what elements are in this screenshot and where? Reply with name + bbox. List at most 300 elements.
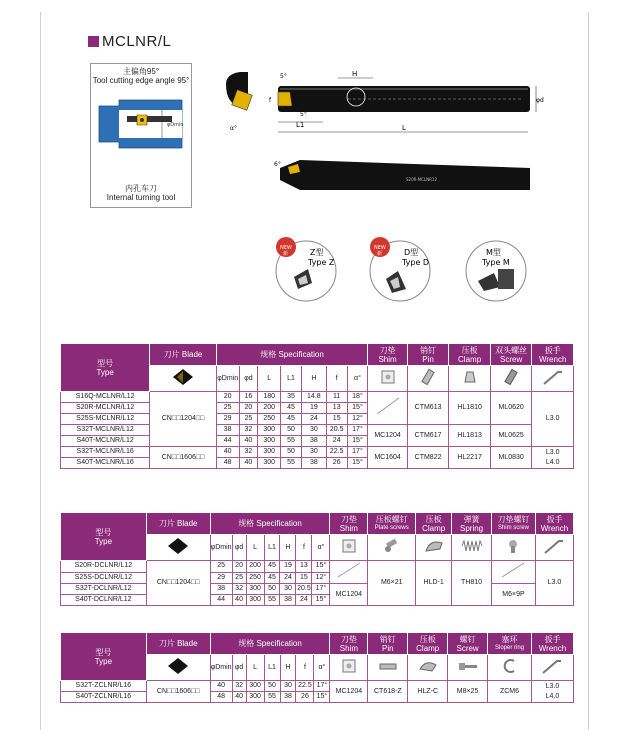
- t3-shim: MC1204: [330, 681, 368, 703]
- t2-col-h: H: [280, 535, 296, 561]
- inset-caption-top: [91, 67, 191, 85]
- dim-label-h: H: [352, 70, 358, 78]
- t2-wrench: L3.0: [535, 561, 573, 606]
- t2-pscrew: M6×21: [368, 561, 416, 606]
- t1-clamp-b: HL1813: [449, 425, 491, 447]
- t3-row: [61, 681, 574, 692]
- bar-engraving: S20R-MCLNR12: [406, 177, 438, 182]
- t3-row-type: S32T-ZCLNR/L16: [61, 681, 147, 692]
- inset-caption-bottom-en: Internal turning tool: [106, 193, 176, 202]
- t2-pscrew-header-en: Plate screws: [374, 524, 409, 531]
- t2-cell: 15°: [312, 561, 330, 573]
- t3-screw-icon: [448, 655, 488, 681]
- t3-screw: M8×25: [448, 681, 488, 703]
- t3-wrench-header-cn: 扳手: [544, 634, 561, 644]
- t1-cell: 14.8: [301, 392, 326, 403]
- badge-m-en: Type M: [482, 258, 510, 267]
- badge-type-d: [370, 237, 430, 301]
- t1-cell: 35: [281, 392, 302, 403]
- t3-screw-header: [448, 633, 488, 655]
- t1-cell: 18°: [347, 392, 368, 403]
- t2-cell: 40: [232, 595, 246, 606]
- title-text: MCLNR/L: [102, 33, 172, 50]
- t3-ring-icon: [488, 655, 532, 681]
- t2-sscrew-none: [492, 561, 536, 584]
- t1-clamp-header-cn: 压板: [461, 345, 478, 355]
- t1-pin-b: CTM617: [407, 425, 449, 447]
- wrench-icon: [543, 537, 565, 555]
- t2-cell: 300: [246, 595, 264, 606]
- inset-caption-bottom-cn: 内孔车刀: [125, 184, 157, 193]
- t3-col-l: L: [246, 655, 264, 681]
- t1-shim-header-cn: 刀垫: [379, 345, 396, 355]
- shim-icon: [340, 537, 358, 555]
- t1-cell: 17°: [347, 447, 368, 458]
- t3-cell: 30: [280, 681, 296, 692]
- t3-cell: 26: [296, 692, 314, 703]
- t1-cell: 38: [216, 425, 239, 436]
- t2-cell: 38: [280, 595, 296, 606]
- t2-cell: 15°: [312, 595, 330, 606]
- t1-screw-header: [490, 344, 532, 366]
- insert-icon: [166, 536, 190, 556]
- t2-cell: 20: [232, 561, 246, 573]
- t1-screw-icon: [490, 366, 532, 392]
- t1-type-header-cn: 型号: [97, 358, 114, 368]
- t1-pin-icon: [407, 366, 449, 392]
- t3-pin-header-cn: 销钉: [379, 634, 396, 644]
- t2-spring-header-cn: 弹簧: [463, 514, 480, 524]
- spring-icon: [460, 537, 484, 555]
- shim-icon: [340, 657, 358, 675]
- t2-cell: 32: [232, 584, 246, 595]
- t2-wrench-icon: [535, 535, 573, 561]
- t1-cell: 50: [281, 447, 302, 458]
- screw-icon: [502, 368, 520, 386]
- t2-sscrew-header: [492, 513, 536, 535]
- page-border-right: [588, 12, 589, 730]
- t1-cell: 55: [281, 436, 302, 447]
- insert-icon: [166, 656, 190, 676]
- t1-cell: 26: [326, 458, 347, 469]
- t2-col-alpha: α°: [312, 535, 330, 561]
- badge-d-new-cn: 新: [377, 251, 383, 257]
- insert-icon: [171, 367, 195, 387]
- t1-shim-a: MC1204: [368, 425, 407, 447]
- badge-m-cn: M型: [486, 248, 501, 257]
- t1-cell: 38: [301, 436, 326, 447]
- t3-cell: 32: [232, 681, 246, 692]
- inset-caption-top-cn: 主偏角95°: [122, 67, 160, 76]
- t1-wrench-header-cn: 扳手: [544, 345, 561, 355]
- t1-cell: 180: [258, 392, 281, 403]
- t1-col-dmin: φDmin: [216, 366, 239, 392]
- t1-wrench-header-en: Wrench: [538, 354, 567, 364]
- badge-type-z: [276, 237, 336, 301]
- t2-cell: 12°: [312, 572, 330, 584]
- none-slash-icon: [373, 394, 403, 418]
- t2-sscrew-header-cn: 刀垫螺钉: [497, 514, 530, 524]
- t1-col-d: φd: [239, 366, 258, 392]
- t2-col-f: f: [296, 535, 312, 561]
- t1-type-header-en: Type: [96, 367, 114, 377]
- badge-z-en: Type Z: [308, 258, 335, 267]
- t3-clamp-icon: [408, 655, 448, 681]
- t1-cell: 32: [239, 425, 258, 436]
- t1-cell: 300: [258, 447, 281, 458]
- none-slash-icon: [334, 561, 364, 579]
- t3-cell: 300: [246, 692, 264, 703]
- t3-ring-header-cn: 塞环: [501, 634, 518, 644]
- t2-cell: 30: [280, 584, 296, 595]
- t2-clamp-header: [416, 513, 452, 535]
- t2-blade-header: 刀片 Blade: [146, 513, 210, 535]
- t2-cell: 24: [296, 595, 312, 606]
- t1-row: [61, 447, 574, 458]
- t2-cell: 44: [210, 595, 232, 606]
- t3-cell: 48: [210, 692, 232, 703]
- page-border-left: [40, 12, 41, 730]
- t2-shim-header-cn: 刀垫: [340, 514, 357, 524]
- t3-spec-header: 规格 Specification: [210, 633, 330, 655]
- t3-wrench-1: L3.0: [545, 682, 560, 690]
- t3-shim-header: [330, 633, 368, 655]
- t3-cell: 300: [246, 681, 264, 692]
- t1-col-h: H: [301, 366, 326, 392]
- t1-type-header: [61, 344, 150, 392]
- t1-col-f: f: [326, 366, 347, 392]
- t2-pscrew-header-cn: 压板螺钉: [375, 514, 408, 524]
- t2-cell: 13: [296, 561, 312, 573]
- t1-cell: 20.5: [326, 425, 347, 436]
- t2-cell: 300: [246, 584, 264, 595]
- t1-row-type: S16Q-MCLNR/L12: [61, 392, 150, 403]
- t1-clamp-header-en: Clamp: [458, 354, 482, 364]
- t1-row-type: S40T-MCLNR/L16: [61, 458, 150, 469]
- t3-wrench-header-en: Wrench: [538, 643, 567, 653]
- t1-pin-header-en: Pin: [422, 354, 434, 364]
- t3-blade-icon: [146, 655, 210, 681]
- t3-shim-header-cn: 刀垫: [340, 634, 357, 644]
- t1-pin-header-cn: 销钉: [420, 345, 437, 355]
- t1-cell: 300: [258, 458, 281, 469]
- t3-clamp-header-cn: 压板: [419, 634, 436, 644]
- t1-row-type: S25S-MCLNR/L12: [61, 414, 150, 425]
- t1-row-type: S40T-MCLNR/L12: [61, 436, 150, 447]
- t1-cell: 11: [326, 392, 347, 403]
- t1-blade-a: CN□□1204□□: [150, 392, 216, 447]
- t3-type-header: [61, 633, 147, 681]
- t3-col-alpha: α°: [314, 655, 330, 681]
- t1-cell: 25: [239, 414, 258, 425]
- t1-shim-b: MC1604: [368, 447, 407, 469]
- t1-cell: 24: [301, 414, 326, 425]
- t3-col-h: H: [280, 655, 296, 681]
- t1-cell: 24: [326, 436, 347, 447]
- t3-cell: 50: [264, 681, 280, 692]
- t3-cell: 55: [264, 692, 280, 703]
- t2-spring-header: [452, 513, 492, 535]
- t2-cell: 19: [280, 561, 296, 573]
- t1-cell: 15: [326, 414, 347, 425]
- t2-wrench-header: [535, 513, 573, 535]
- t1-col-l: L: [258, 366, 281, 392]
- t1-cell: 30: [301, 447, 326, 458]
- dim-label-l1: L1: [296, 121, 305, 129]
- pin-icon: [419, 368, 437, 386]
- t1-cell: 45: [281, 403, 302, 414]
- badge-z-new: NEW: [280, 245, 292, 251]
- t2-type-header-cn: 型号: [95, 527, 112, 537]
- t1-cell: 300: [258, 425, 281, 436]
- t1-cell: 13: [326, 403, 347, 414]
- t3-type-header-en: Type: [94, 656, 113, 666]
- t2-col-l: L: [246, 535, 264, 561]
- t1-pin-header: [407, 344, 449, 366]
- t1-wrench-b1: L3.0: [545, 448, 560, 456]
- t2-spring-header-en: Spring: [460, 523, 484, 533]
- t3-wrench-header: [531, 633, 573, 655]
- dim-label-d: φd: [536, 97, 544, 104]
- t1-screw-b: ML0625: [490, 425, 532, 447]
- t3-col-dmin: φDmin: [210, 655, 232, 681]
- t1-cell: 20: [239, 403, 258, 414]
- t2-sscrew: M6×9P: [492, 584, 536, 606]
- t3-cell: 40: [210, 681, 232, 692]
- spec-table-mclnr: [60, 343, 574, 469]
- inset-caption-bottom: [91, 184, 191, 202]
- t1-wrench-icon: [532, 366, 574, 392]
- dim-label-alpha: α°: [230, 125, 237, 132]
- t1-cell: 12°: [347, 414, 368, 425]
- clamp-icon: [424, 537, 444, 555]
- t1-clamp-a: HL1810: [449, 392, 491, 425]
- t2-shim-none: [330, 561, 368, 584]
- t2-sscrew-icon: [492, 535, 536, 561]
- t1-cell: 55: [281, 458, 302, 469]
- t2-cell: 45: [264, 561, 280, 573]
- t2-blade: CN□□1204□□: [146, 561, 210, 606]
- t2-col-l1: L1: [264, 535, 280, 561]
- t3-cell: 17°: [314, 681, 330, 692]
- t2-row: [61, 561, 574, 573]
- t2-shim-header: [330, 513, 368, 535]
- t2-cell: 38: [210, 584, 232, 595]
- t2-cell: 250: [246, 572, 264, 584]
- t1-shim-none: [368, 392, 407, 425]
- t1-cell: 50: [281, 425, 302, 436]
- t3-wrench-icon: [531, 655, 573, 681]
- t1-screw-c: ML0830: [490, 447, 532, 469]
- t2-clamp-header-en: Clamp: [422, 523, 446, 533]
- dim-label-f: f: [269, 97, 272, 104]
- t1-pin-c: CTM822: [407, 447, 449, 469]
- t2-cell: 24: [280, 572, 296, 584]
- t3-pin-icon: [368, 655, 408, 681]
- t2-cell: 55: [264, 595, 280, 606]
- none-slash-icon: [498, 561, 528, 579]
- t2-cell: 20.5: [296, 584, 312, 595]
- t1-row-type: S32T-MCLNR/L16: [61, 447, 150, 458]
- t3-clamp-header: [408, 633, 448, 655]
- t1-clamp-c: HL2217: [449, 447, 491, 469]
- t2-spring: TH810: [452, 561, 492, 606]
- t1-wrench-a: L3.0: [532, 392, 574, 447]
- t2-col-dmin: φDmin: [210, 535, 232, 561]
- wrench-icon: [541, 657, 563, 675]
- t1-cell: 15°: [347, 458, 368, 469]
- t2-cell: 17°: [312, 584, 330, 595]
- t2-row-type: S32T-DCLNR/L12: [61, 584, 147, 595]
- t2-type-header: [61, 513, 147, 561]
- t3-screw-header-cn: 螺钉: [459, 634, 476, 644]
- inset-caption-top-en: Tool cutting edge angle 95°: [92, 76, 190, 85]
- t1-wrench-header: [532, 344, 574, 366]
- t3-cell: 15°: [314, 692, 330, 703]
- t3-pin-header: [368, 633, 408, 655]
- t3-shim-header-en: Shim: [339, 643, 358, 653]
- t2-pscrew-header: [368, 513, 416, 535]
- t2-type-header-en: Type: [94, 536, 113, 546]
- t3-blade-header: 刀片 Blade: [146, 633, 210, 655]
- dim-label-5b: 5°: [300, 111, 307, 118]
- t2-clamp-header-cn: 压板: [425, 514, 442, 524]
- t3-clamp: HLZ-C: [408, 681, 448, 703]
- t1-cell: 25: [216, 403, 239, 414]
- t1-row-type: S32T-MCLNR/L12: [61, 425, 150, 436]
- t2-pscrew-icon: [368, 535, 416, 561]
- badge-z-cn: Z型: [310, 248, 324, 257]
- t3-pin: CT618-Z: [368, 681, 408, 703]
- t3-cell: 22.5: [296, 681, 314, 692]
- t2-blade-icon: [146, 535, 210, 561]
- svg-text:φDmin: φDmin: [167, 122, 184, 128]
- badge-d-en: Type D: [402, 258, 430, 267]
- t1-row-type: S20R-MCLNR/L12: [61, 403, 150, 414]
- t3-col-l1: L1: [264, 655, 280, 681]
- t3-row-type: S40T-ZCLNR/L16: [61, 692, 147, 703]
- t2-wrench-header-cn: 扳手: [546, 514, 563, 524]
- t1-cell: 30: [301, 425, 326, 436]
- dim-label-6: 6°: [274, 161, 281, 168]
- t2-clamp: HLD-1: [416, 561, 452, 606]
- t3-screw-header-en: Screw: [456, 643, 479, 653]
- cutting-angle-inset: [90, 63, 192, 208]
- t3-col-f: f: [296, 655, 314, 681]
- internal-turning-diagram: [97, 86, 184, 156]
- badge-type-m: [466, 241, 526, 301]
- t1-cell: 45: [281, 414, 302, 425]
- type-badges: [272, 233, 532, 309]
- t1-row: [61, 425, 574, 436]
- t1-cell: 40: [239, 458, 258, 469]
- t1-wrench-b2: L4.0: [545, 458, 560, 466]
- t1-cell: 44: [216, 436, 239, 447]
- t1-shim-header-en: Shim: [378, 354, 397, 364]
- badge-d-cn: D型: [404, 248, 419, 257]
- screw-icon: [457, 657, 479, 675]
- t1-cell: 200: [258, 403, 281, 414]
- t3-ring-header-en: Sloper ring: [494, 644, 524, 651]
- t1-clamp-icon: [449, 366, 491, 392]
- t1-screw-a: ML0620: [490, 392, 532, 425]
- wrench-icon: [542, 368, 564, 386]
- spec-table-zclnr: [60, 632, 574, 703]
- t3-wrench: [531, 681, 573, 703]
- t3-shim-icon: [330, 655, 368, 681]
- t1-screw-header-en: Screw: [500, 354, 523, 364]
- t1-cell: 22.5: [326, 447, 347, 458]
- t3-col-d: φd: [232, 655, 246, 681]
- t1-blade-b: CN□□1606□□: [150, 447, 216, 469]
- t2-cell: 15: [296, 572, 312, 584]
- t1-cell: 250: [258, 414, 281, 425]
- t3-type-header-cn: 型号: [95, 647, 112, 657]
- shim-screw-icon: [504, 537, 522, 555]
- t1-pin-a: CTM613: [407, 392, 449, 425]
- t2-cell: 25: [232, 572, 246, 584]
- t2-cell: 45: [264, 572, 280, 584]
- t2-cell: 29: [210, 572, 232, 584]
- t1-wrench-b: [532, 447, 574, 469]
- t3-clamp-header-en: Clamp: [416, 643, 440, 653]
- t2-cell: 200: [246, 561, 264, 573]
- t3-ring: ZCM6: [488, 681, 532, 703]
- t1-cell: 15°: [347, 403, 368, 414]
- t1-cell: 48: [216, 458, 239, 469]
- badge-d-new: NEW: [374, 245, 386, 251]
- t2-wrench-header-en: Wrench: [540, 523, 569, 533]
- shim-icon: [379, 368, 397, 386]
- t1-cell: 16: [239, 392, 258, 403]
- t1-cell: 32: [239, 447, 258, 458]
- t2-col-d: φd: [232, 535, 246, 561]
- t3-cell: 38: [280, 692, 296, 703]
- t2-row: [61, 584, 574, 595]
- t1-cell: 38: [301, 458, 326, 469]
- t1-blade-icon: [150, 366, 216, 392]
- t1-shim-icon: [368, 366, 407, 392]
- t1-cell: 40: [239, 436, 258, 447]
- t1-col-l1: L1: [281, 366, 302, 392]
- t1-row: [61, 392, 574, 403]
- t2-sscrew-header-en: Shim screw: [497, 524, 529, 531]
- t2-cell: 25: [210, 561, 232, 573]
- clamp-icon: [461, 368, 479, 386]
- t1-shim-header: [368, 344, 407, 366]
- t1-screw-header-cn: 双头螺丝: [495, 345, 528, 355]
- t1-clamp-header: [449, 344, 491, 366]
- t1-col-alpha: α°: [347, 366, 368, 392]
- title-marker: [88, 36, 99, 47]
- t1-cell: 20: [216, 392, 239, 403]
- t3-wrench-2: L4.0: [545, 692, 560, 700]
- spec-table-dclnr: [60, 512, 574, 606]
- t1-cell: 29: [216, 414, 239, 425]
- badge-z-new-cn: 新: [283, 251, 289, 257]
- t2-shim-header-en: Shim: [339, 523, 358, 533]
- t2-row-type: S20R-DCLNR/L12: [61, 561, 147, 573]
- t1-cell: 19: [301, 403, 326, 414]
- t1-cell: 15°: [347, 436, 368, 447]
- clamp-icon: [418, 657, 438, 675]
- t1-cell: 40: [216, 447, 239, 458]
- plate-screw-icon: [382, 537, 402, 555]
- t2-clamp-icon: [416, 535, 452, 561]
- dim-label-l: L: [402, 124, 406, 132]
- t1-cell: 17°: [347, 425, 368, 436]
- t2-cell: 50: [264, 584, 280, 595]
